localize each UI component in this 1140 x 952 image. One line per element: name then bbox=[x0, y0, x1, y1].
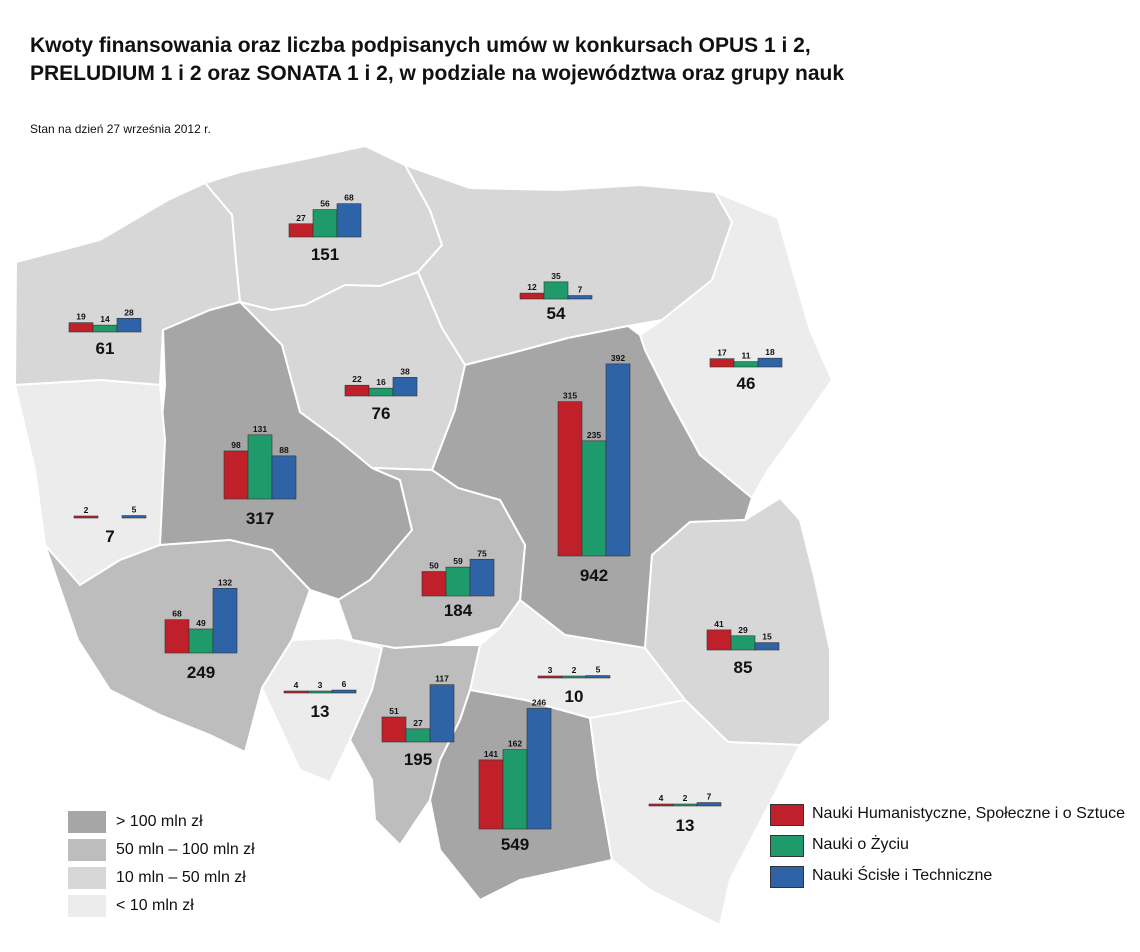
bar-value-label: 3 bbox=[317, 680, 323, 690]
bar-life-malopolskie bbox=[503, 750, 527, 829]
region-total-label: 85 bbox=[733, 658, 753, 677]
scale-label: 10 mln – 50 mln zł bbox=[116, 869, 246, 886]
bar-value-label: 29 bbox=[738, 624, 748, 635]
bar-value-label: 18 bbox=[765, 347, 775, 358]
bar-value-label: 41 bbox=[714, 618, 724, 629]
bar-value-label: 14 bbox=[100, 314, 110, 325]
bar-life-wielkopolskie bbox=[248, 435, 272, 499]
bar-value-label: 235 bbox=[586, 429, 602, 440]
map-subtitle: Stan na dzień 27 września 2012 r. bbox=[30, 122, 211, 136]
scale-swatch bbox=[68, 895, 106, 917]
scale-legend-item bbox=[68, 836, 255, 864]
bar-life-lodzkie bbox=[446, 567, 470, 596]
bar-science-lubelskie bbox=[755, 643, 779, 650]
region-total-label: 46 bbox=[736, 374, 756, 393]
bar-humanities-lubuskie bbox=[74, 516, 98, 518]
bar-science-wielkopolskie bbox=[272, 456, 296, 499]
bar-science-podlaskie bbox=[758, 358, 782, 367]
bar-humanities-swietokrzyskie bbox=[538, 676, 562, 678]
bar-science-kujawsko-pomorskie bbox=[393, 377, 417, 396]
bar-humanities-lodzkie bbox=[422, 572, 446, 597]
group-label: Nauki o Życiu bbox=[812, 836, 909, 853]
bar-science-lubuskie bbox=[122, 516, 146, 518]
bar-life-podlaskie bbox=[734, 362, 758, 367]
bar-humanities-wielkopolskie bbox=[224, 451, 248, 499]
group-swatch bbox=[770, 866, 804, 888]
bar-value-label: 2 bbox=[571, 665, 577, 675]
bar-value-label: 2 bbox=[682, 793, 688, 803]
group-swatch bbox=[770, 835, 804, 857]
funding-scale-legend bbox=[68, 808, 255, 920]
bar-value-label: 75 bbox=[477, 548, 487, 559]
group-label: Nauki Ścisłe i Techniczne bbox=[812, 867, 993, 884]
scale-legend-item bbox=[68, 808, 255, 836]
bar-value-label: 22 bbox=[352, 374, 362, 385]
region-total-label: 54 bbox=[546, 304, 566, 323]
bar-value-label: 50 bbox=[429, 560, 439, 571]
bar-value-label: 162 bbox=[507, 738, 523, 749]
group-legend-item bbox=[770, 862, 1130, 890]
bar-life-kujawsko-pomorskie bbox=[369, 388, 393, 396]
region-total-label: 13 bbox=[675, 816, 695, 835]
bar-value-label: 131 bbox=[252, 423, 268, 434]
group-swatch bbox=[770, 804, 804, 826]
bar-life-swietokrzyskie bbox=[562, 676, 586, 678]
bar-value-label: 19 bbox=[76, 311, 86, 322]
region-total-label: 549 bbox=[500, 835, 530, 854]
bar-humanities-pomorskie bbox=[289, 224, 313, 237]
scale-swatch bbox=[68, 867, 106, 889]
region-total-label: 13 bbox=[310, 702, 330, 721]
bar-humanities-mazowieckie bbox=[558, 402, 582, 556]
bar-value-label: 2 bbox=[83, 505, 89, 515]
scale-label: > 100 mln zł bbox=[116, 813, 203, 830]
bar-value-label: 35 bbox=[551, 270, 561, 281]
bar-value-label: 49 bbox=[196, 617, 206, 628]
bar-life-podkarpackie bbox=[673, 804, 697, 806]
bar-science-lodzkie bbox=[470, 559, 494, 596]
bar-humanities-lubelskie bbox=[707, 630, 731, 650]
bar-value-label: 246 bbox=[531, 697, 547, 708]
bar-life-pomorskie bbox=[313, 210, 337, 237]
bar-value-label: 392 bbox=[610, 352, 626, 363]
bar-science-slaskie bbox=[430, 685, 454, 742]
scale-legend-item bbox=[68, 892, 255, 920]
region-total-label: 317 bbox=[245, 509, 275, 528]
scale-label: 50 mln – 100 mln zł bbox=[116, 841, 255, 858]
bar-value-label: 4 bbox=[293, 680, 299, 690]
bar-value-label: 68 bbox=[172, 608, 182, 619]
scale-label: < 10 mln zł bbox=[116, 897, 194, 914]
bar-value-label: 7 bbox=[577, 284, 583, 295]
bar-science-zachodniopomorskie bbox=[117, 318, 141, 332]
bar-value-label: 88 bbox=[279, 444, 289, 455]
region-total-label: 61 bbox=[95, 339, 115, 358]
bar-humanities-slaskie bbox=[382, 717, 406, 742]
bar-life-slaskie bbox=[406, 729, 430, 742]
bar-value-label: 28 bbox=[124, 307, 134, 318]
bar-value-label: 38 bbox=[400, 366, 410, 377]
scale-swatch bbox=[68, 811, 106, 833]
group-legend-item bbox=[770, 800, 1130, 828]
bar-value-label: 59 bbox=[453, 556, 463, 567]
region-total-label: 151 bbox=[310, 245, 340, 264]
bar-value-label: 27 bbox=[413, 717, 423, 728]
bar-life-dolnoslaskie bbox=[189, 629, 213, 653]
bar-life-warminsko-mazurskie bbox=[544, 282, 568, 299]
bar-life-lubelskie bbox=[731, 636, 755, 650]
science-groups-legend bbox=[770, 800, 1130, 893]
bar-humanities-zachodniopomorskie bbox=[69, 323, 93, 332]
bar-value-label: 3 bbox=[547, 665, 553, 675]
bar-science-pomorskie bbox=[337, 204, 361, 237]
bar-value-label: 12 bbox=[527, 282, 537, 293]
group-legend-item bbox=[770, 831, 1130, 859]
bar-science-dolnoslaskie bbox=[213, 588, 237, 653]
bar-science-opolskie bbox=[332, 690, 356, 693]
bar-science-malopolskie bbox=[527, 708, 551, 829]
bar-humanities-podlaskie bbox=[710, 359, 734, 367]
region-total-label: 10 bbox=[564, 687, 584, 706]
bar-value-label: 16 bbox=[376, 377, 386, 388]
bar-value-label: 98 bbox=[231, 439, 241, 450]
bar-value-label: 68 bbox=[344, 192, 354, 203]
bar-value-label: 117 bbox=[435, 673, 449, 684]
region-total-label: 7 bbox=[105, 527, 115, 546]
bar-life-opolskie bbox=[308, 691, 332, 693]
bar-life-mazowieckie bbox=[582, 441, 606, 556]
bar-value-label: 141 bbox=[483, 748, 499, 759]
bar-humanities-dolnoslaskie bbox=[165, 620, 189, 653]
bar-science-warminsko-mazurskie bbox=[568, 296, 592, 299]
bar-value-label: 51 bbox=[389, 706, 399, 717]
bar-value-label: 11 bbox=[741, 350, 751, 361]
bar-humanities-opolskie bbox=[284, 691, 308, 693]
bar-life-zachodniopomorskie bbox=[93, 325, 117, 332]
region-total-label: 249 bbox=[186, 663, 216, 682]
bar-humanities-kujawsko-pomorskie bbox=[345, 385, 369, 396]
bar-value-label: 5 bbox=[131, 504, 137, 515]
region-total-label: 184 bbox=[443, 601, 473, 620]
bar-value-label: 15 bbox=[762, 631, 772, 642]
bar-value-label: 27 bbox=[296, 212, 306, 223]
bar-value-label: 17 bbox=[717, 347, 727, 358]
region-total-label: 76 bbox=[371, 404, 391, 423]
region-total-label: 942 bbox=[579, 566, 609, 585]
scale-legend-item bbox=[68, 864, 255, 892]
bar-science-mazowieckie bbox=[606, 364, 630, 556]
bar-value-label: 56 bbox=[320, 198, 330, 209]
bar-science-podkarpackie bbox=[697, 803, 721, 806]
group-label: Nauki Humanistyczne, Społeczne i o Sztuce bbox=[812, 805, 1126, 822]
bar-value-label: 7 bbox=[706, 791, 712, 802]
bar-value-label: 5 bbox=[595, 664, 601, 675]
bar-humanities-warminsko-mazurskie bbox=[520, 293, 544, 299]
bar-value-label: 132 bbox=[217, 577, 233, 588]
map-title: Kwoty finansowania oraz liczba podpisanych umów w konkursach OPUS 1 i 2, PRELUDIUM 1 i 2 oraz SONATA 1 i 2, w podziale na województwa oraz grupy nauk bbox=[30, 34, 845, 85]
bar-humanities-malopolskie bbox=[479, 760, 503, 829]
scale-swatch bbox=[68, 839, 106, 861]
bar-value-label: 315 bbox=[562, 390, 578, 401]
bar-value-label: 4 bbox=[658, 793, 664, 803]
bar-science-swietokrzyskie bbox=[586, 676, 610, 678]
bar-value-label: 6 bbox=[341, 679, 347, 690]
region-total-label: 195 bbox=[403, 750, 433, 769]
bar-humanities-podkarpackie bbox=[649, 804, 673, 806]
